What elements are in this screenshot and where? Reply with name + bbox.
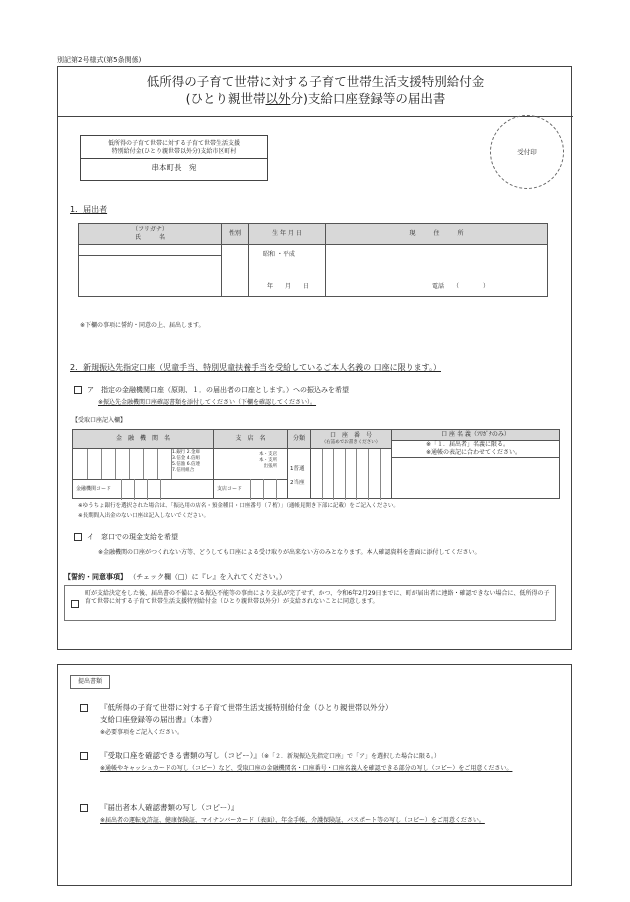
account-table <box>72 429 560 499</box>
consent-heading-row <box>64 573 286 581</box>
name-field[interactable] <box>78 255 222 297</box>
form-title <box>58 73 573 107</box>
applicant-table <box>78 223 548 297</box>
branch-code-label: 支店コード <box>217 486 243 492</box>
submission-item-1-note: ※必要事項をご記入ください。 <box>100 729 184 736</box>
submission-label: 提出書類 <box>77 678 102 685</box>
dob-field[interactable] <box>248 244 326 297</box>
yucho-note: ※ゆうちょ銀行を選択された場合は、「振込用の店名・預金種目・口座番号（７桁）」（通帳見開き下部に記載）をご記入ください。 <box>78 503 399 509</box>
address-header: 現 住 所 <box>325 223 548 245</box>
form-code: 別記第2号様式(第5条関係) <box>57 56 142 64</box>
option-i-note: ※金融機関の口座がつくれない方等、どうしても口座による受け取りが出来ない方のみとなります。本人確認資料を書面に添付してください。 <box>98 549 481 556</box>
holder-note-1: ※「１．届出者」名義に限る。 <box>426 441 510 448</box>
bank-name-boxes <box>73 449 185 479</box>
branch-name-field[interactable] <box>213 448 288 499</box>
title-divider <box>58 116 573 117</box>
holder-note-2: ※通帳の表記に合わせてください。 <box>426 449 522 456</box>
phone-label: 電話 （ ） <box>432 283 490 290</box>
submission-label-box <box>70 675 110 689</box>
account-type-field[interactable] <box>287 448 311 499</box>
submission-frame <box>57 664 572 886</box>
submission-item-2-suffix: （※「２．新規振込先指定口座」で「ア」を選択した場合に限る。） <box>260 753 440 760</box>
recipient-box <box>80 135 268 181</box>
consent-instruction: （チェック欄（□）に『レ』を入れてください。） <box>129 573 287 581</box>
furigana-label: （フリガナ） <box>132 226 168 233</box>
submission-item-1-checkbox[interactable] <box>80 704 88 712</box>
option-i[interactable]: イ 窓口での現金支給を希望 <box>74 533 178 541</box>
gender-header: 性別 <box>221 223 249 245</box>
account-section-label: 【受取口座記入欄】 <box>72 417 127 424</box>
main-form-frame <box>57 66 572 650</box>
branch-type-list: 本・支店 本・支所 出張所 <box>259 452 277 469</box>
submission-item-2-note: ※通帳やキャッシュカードの写し（コピー）など、受取口座の金融機関名・口座番号・口座名義人を確認できる部分の写し（コピー）をご用意ください。 <box>100 765 513 772</box>
dob-units: 年 月 日 <box>267 283 310 290</box>
bank-name-field[interactable] <box>72 448 214 499</box>
bank-type-list: 1.銀行 2.金庫 3.信金 4.信組 5.信漁 6.信連 7.信用組合 <box>172 450 201 473</box>
pledge-note: ※下欄の事項に誓約・同意の上、届出します。 <box>80 322 205 329</box>
recipient-line2: 特別給付金(ひとり親世帯以外分)支給市区町村 <box>111 148 237 155</box>
consent-text: 町が支給決定をした後、届出書の不備による振込不能等の事由により支払が完了せず、かつ、令和6年2月29日までに、町が届出者に連絡・確認できない場合に、低所得の子育て世帯に対する子育て世帯生活支援特別給付金（ひとり親世帯以外分）が支給されないことに同意します。 <box>85 590 550 605</box>
section1-heading: 1．届出者 <box>70 205 108 214</box>
type-header: 分類 <box>287 429 311 449</box>
name-header <box>78 223 222 245</box>
form-title-line2: (ひとり親世帯以外分)支給口座登録等の届出書 <box>185 91 446 106</box>
submission-item-2-title: 『受取口座を確認できる書類の写し（コピー）』 <box>100 751 261 760</box>
dob-era: 昭和 ・平成 <box>263 251 295 258</box>
submission-item-2-checkbox[interactable] <box>80 752 88 760</box>
consent-heading: 【誓約・同意事項】 <box>64 573 127 581</box>
bank-name-header: 金 融 機 関 名 <box>72 429 214 449</box>
recipient-line1: 低所得の子育て世帯に対する子育て世帯生活支援 <box>107 140 240 147</box>
long-unused-note: ※長期間入出金のない口座は記入しないでください。 <box>78 513 210 519</box>
recipient-name: 串本町長 宛 <box>151 163 197 172</box>
submission-item-3-checkbox[interactable] <box>80 804 88 812</box>
branch-name-header: 支 店 名 <box>213 429 288 449</box>
submission-item-1-title2: 支給口座登録等の届出書』（本書） <box>100 715 217 724</box>
form-title-emphasis: 以外 <box>265 91 291 106</box>
section2-heading: 2．新規振込先指定口座（児童手当、特別児童扶養手当を受給しているご本人名義の 口座に限ります。） <box>70 363 441 372</box>
submission-item-3-title: 『届出者本人確認書類の写し（コピー）』 <box>100 803 239 812</box>
holder-notes <box>391 440 560 458</box>
account-number-header: 口 座 番 号 （右詰めでお書きください） <box>310 429 392 449</box>
option-a-note: ※振込先金融機関口座確認書類を添付してください（下欄を確認してください）。 <box>98 399 317 406</box>
stamp-label: 受付印 <box>517 148 537 156</box>
consent-box <box>64 585 556 621</box>
address-field[interactable] <box>325 244 548 297</box>
submission-item-1-title: 『低所得の子育て世帯に対する子育て世帯生活支援特別給付金（ひとり親世帯以外分） <box>100 703 393 712</box>
option-i-checkbox[interactable] <box>74 533 82 541</box>
type-option-futsu: 1普通 <box>290 466 305 472</box>
submission-item-3-note: ※届出者の運転免許証、健康保険証、マイナンバーカード（表面）、年金手帳、介護保険証、パスポート等の写し（コピー）をご用意ください。 <box>100 817 485 824</box>
gender-field[interactable] <box>221 244 249 297</box>
holder-header: 口 座 名 義（ﾌﾘｶﾞﾅのみ） <box>391 429 560 441</box>
option-a[interactable]: ア 指定の金融機関口座（原則、１．の届出者の口座とします。）への振込みを希望 <box>74 386 349 394</box>
account-number-field[interactable] <box>310 448 392 499</box>
name-label: 氏 名 <box>134 234 165 241</box>
form-title-line1: 低所得の子育て世帯に対する子育て世帯生活支援特別給付金 <box>146 74 485 89</box>
dob-header: 生 年 月 日 <box>248 223 326 245</box>
reception-stamp-circle <box>490 115 564 189</box>
consent-checkbox[interactable] <box>71 600 79 608</box>
option-a-checkbox[interactable] <box>74 386 82 394</box>
holder-field[interactable] <box>391 457 560 499</box>
type-option-toza: 2当座 <box>290 480 305 486</box>
submission-item-2-title-row <box>100 751 440 762</box>
bank-code-label: 金融機関コード <box>76 486 112 492</box>
